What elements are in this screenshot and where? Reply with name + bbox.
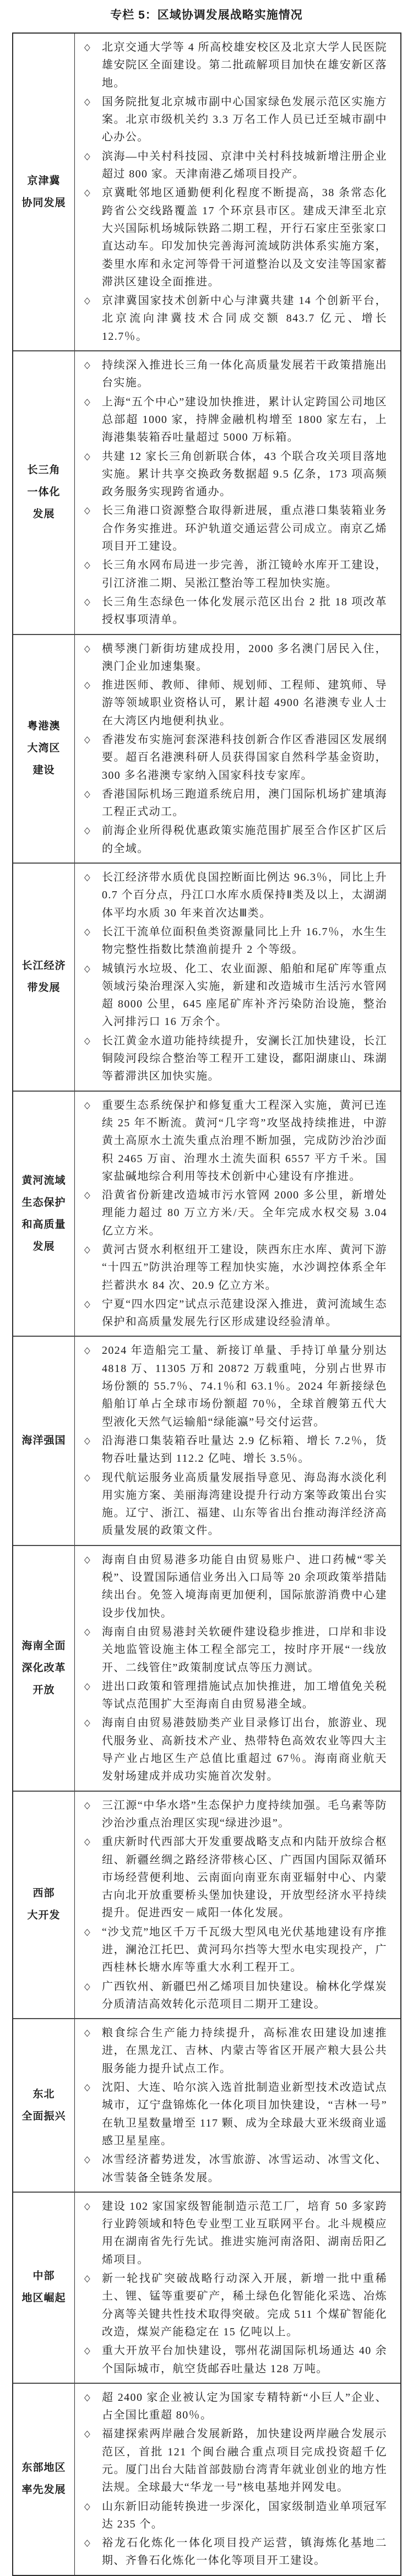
diamond-bullet-icon: ◇ [84,150,90,161]
bullet-text: 现代航运服务业高质量发展指导意见、海岛海水淡化利用实施方案、美丽海湾建设提升行动方案等政策出台实施。辽宁、浙江、福建、山东等省出台推动海洋经济高质量发展的政策文件。 [102,1471,387,1537]
section-label-line: 海南全面 [21,1640,66,1652]
bullet-text: 海南自由贸易港封关软硬件建设稳步推进，口岸和非设关地监管设施主体工程全部完工，按时序开展“一线放开、二线管住”政策制度试点等压力测试。 [102,1625,387,1674]
diamond-bullet-icon: ◇ [84,1190,90,1201]
diamond-bullet-icon: ◇ [84,788,90,799]
diamond-bullet-icon: ◇ [84,1554,90,1565]
diamond-bullet-icon: ◇ [84,1099,90,1110]
list-item [84,640,387,676]
list-item [84,785,387,821]
bullet-text: 进出口政策和管理措施试点加快推进，加工增值免关税等试点范围扩大至海南自由贸易港全域。 [102,1680,387,1711]
section-label-line: 大开发 [27,1910,61,1922]
list-item [84,2270,387,2341]
list-item [84,731,387,784]
list-item [84,822,387,858]
list-item [84,93,387,147]
diamond-bullet-icon: ◇ [84,396,90,407]
section-content [75,351,400,633]
diamond-bullet-icon: ◇ [84,1345,90,1356]
bullet-text: 新一轮找矿突破战略行动深入开展，新增一批中重稀土、锂、锰等重要矿产，稀土绿色化智能化采选、冶炼分离等关键共性技术取得突破。完成 511 个煤矿智能化改造，煤炭产能稳定在 15 亿吨以上。 [102,2273,387,2338]
bullet-text: 共建 12 家长三角创新联合体，43 个联合攻关项目落地实施。累计共享交换政务数据超 9.5 亿条，173 项高频政务服务实现跨省通办。 [102,450,387,498]
list-item [84,1978,387,2014]
section-content [75,34,400,350]
section-content [75,1546,400,1791]
bullet-text: 国务院批复北京城市副中心国家绿色发展示范区实施方案。北京市级机关约 3.3 万名工作人员已迁至城市副中心办公。 [102,95,387,144]
diamond-bullet-icon: ◇ [84,295,90,306]
bullet-text: 裕龙石化炼化一体化项目投产运营，镇海炼化基地二期、齐鲁石化炼化一体化等项目开工建设。 [102,2537,387,2567]
bullet-text: 上海“五个中心”建设加快推进，累计认定跨国公司地区总部超 1000 家，持牌金融机构增至 1800 家左右，上海港集装箱吞吐量超过 5000 万标箱。 [102,395,387,444]
list-item [84,1714,387,1785]
bullet-text: 建设 102 家国家级智能制造示范工厂，培育 50 多家跨行业跨领域和特色专业型工业互联网平台。北斗规模应用在湖南省先行先试。推进实施河南洛阳、湖南岳阳乙烯项目。 [102,2200,387,2266]
list-item [84,923,387,959]
diamond-bullet-icon: ◇ [84,42,90,52]
bullet-text: 长江黄金水道功能持续提升，安澜长江加快建设，长江铜陵河段综合整治等工程开工建设，鄱阳湖康山、珠湖等蓄滞洪区加快实施。 [102,1034,387,1083]
diamond-bullet-icon: ◇ [84,2027,90,2038]
list-item [84,2389,387,2425]
bullet-text: 持续深入推进长三角一体化高质量发展若干政策措施出台实施。 [102,359,387,389]
diamond-bullet-icon: ◇ [84,1680,90,1691]
list-item [84,393,387,447]
section-label-line: 率先发展 [21,2484,66,2496]
bullet-text: 广西钦州、新疆巴州乙烯项目加快建设。榆林化学煤炭分质清洁高效转化示范项目二期开工建设。 [102,1980,387,2010]
list-item [84,2024,387,2078]
section-label-line: 京津冀 [27,175,61,187]
list-item [84,1432,387,1468]
diamond-bullet-icon: ◇ [84,187,90,198]
bullet-text: 长三角生态绿色一体化发展示范区出台 2 批 18 项改革授权事项清单。 [102,595,387,626]
list-item [84,2425,387,2496]
bullet-text: 长江经济带水质优良国控断面比例达 96.3％，同比上升 0.7 个百分点，丹江口水库水质保持Ⅱ类及以上，太湖湖体平均水质 30 年来首次达Ⅲ类。 [102,871,387,919]
bullet-text: 京冀毗邻地区通勤便利化程度不断提高，38 条常态化跨省公交线路覆盖 17 个环京县市区。建成天津至北京大兴国际机场城际铁路二期工程，开行石家庄至张家口直达动车。印发加快完善海河流域防洪体系实施方案，娄里水库和永定河等骨干河道整治以及文安洼等国家蓄滞洪区建设全面推进。 [102,187,387,288]
table-row [13,350,400,633]
list-item [84,39,387,92]
bullet-text: 三江源“中华水塔”生态保护力度持续加强。毛乌素等防沙治沙重点治理区实现“绿进沙退”。 [102,1799,387,1829]
bullet-text: 横琴澳门新街坊建成投用，2000 多名澳门居民入住，澳门企业加速集聚。 [102,642,387,673]
bullet-text: 长三角水网布局进一步完善，浙江镜岭水库开工建设，引江济淮二期、吴淞江整治等工程加快实施。 [102,559,387,589]
list-item [84,356,387,392]
section-label-line: 粤港澳 [27,720,61,733]
section-label [13,34,75,350]
section-label [13,635,75,863]
section-label-line: 发展 [32,1240,55,1252]
bullet-text: 2024 年造船完工量、新接订单量、手持订单量分别达 4818 万、11305 万和 20872 万载重吨，分别占世界市场份额的 55.7％、74.1％和 63.1％。2024 年新接绿色船舶订单占全球市场份额超 70％，全球首艘第五代大型液化天然气运输船“绿能瀛”号交付运营。 [102,1344,387,1428]
section-label-line: 海洋强国 [21,1435,66,1447]
section-label-line: 带发展 [27,981,61,994]
diamond-bullet-icon: ◇ [84,505,90,516]
section-label [13,2019,75,2192]
list-item [84,869,387,922]
diamond-bullet-icon: ◇ [84,360,90,371]
section-label-line: 全面振兴 [21,2110,66,2122]
bullet-text: “沙戈荒”地区千万千瓦级大型风电光伏基地建设有序推进，澜沧江托巴、黄河玛尔挡等大型水电实现投产，广西桂林长塘水库等重大水利工程开工。 [102,1926,387,1974]
diamond-bullet-icon: ◇ [84,2391,90,2403]
section-label [13,2384,75,2575]
section-label-line: 黄河流域 [21,1174,66,1186]
section-content [75,1337,400,1544]
list-item [84,1833,387,1922]
section-label [13,1092,75,1336]
diamond-bullet-icon: ◇ [84,926,90,937]
bullet-text: 推进医师、教师、律师、规划师、工程师、建筑师、导游等领域职业资格认可，累计超 4900 名港澳专业人士在大湾区内地便利执业。 [102,679,387,727]
list-item [84,1295,387,1331]
list-item [84,960,387,1031]
bullet-text: 重庆新时代西部大开发重要战略支点和内陆开放综合枢纽、新疆丝绸之路经济带核心区、广西国内国际双循环市场经营便利地、云南面向南亚东南亚辐射中心、内蒙古向北开放重要桥头堡加快建设，开放型经济水平持续提升。促进西安－咸阳一体化发展。 [102,1836,387,1919]
page-title: 专栏 5：区域协调发展战略实施情况 [110,9,303,21]
list-item [84,1623,387,1677]
section-content [75,1792,400,2019]
table-row [13,1545,400,1791]
section-label-line: 和高质量 [21,1218,66,1230]
bullet-text: 北京交通大学等 4 所高校雄安校区及北京大学人民医院雄安院区全面建设。第二批疏解项目加快在雄安新区落地。 [102,41,387,89]
list-item [84,676,387,730]
diamond-bullet-icon: ◇ [84,2154,90,2165]
list-item [84,1186,387,1240]
section-label-line: 长三角 [27,464,61,476]
diamond-bullet-icon: ◇ [84,1981,90,1992]
table-row [13,1091,400,1336]
list-item [84,1551,387,1622]
bullet-text: 香港国际机场三跑道系统启用，澳门国际机场扩建填海工程正式动工。 [102,788,387,818]
table-row [13,863,400,1091]
list-item [84,502,387,555]
column-box-table [12,32,401,2576]
section-label-line: 大湾区 [27,742,61,755]
bullet-text: 沿海港口集装箱吞吐量达 2.9 亿标箱、增长 7.2％，货物吞吐量达到 112.2 亿吨、增长 3.5％。 [102,1434,387,1465]
diamond-bullet-icon: ◇ [84,1799,90,1810]
list-item [84,148,387,183]
diamond-bullet-icon: ◇ [84,451,90,462]
section-label [13,1337,75,1544]
section-label-line: 长江经济 [21,959,66,972]
bullet-text: 沿黄省份新建改造城市污水管网 2000 多公里，新增处理能力超过 80 万立方米/天。全年完成水权交易 3.04 亿立方米。 [102,1189,387,1237]
list-item [84,1469,387,1540]
diamond-bullet-icon: ◇ [84,2345,90,2356]
diamond-bullet-icon: ◇ [84,1435,90,1446]
diamond-bullet-icon: ◇ [84,596,90,607]
diamond-bullet-icon: ◇ [84,1836,90,1847]
diamond-bullet-icon: ◇ [84,2273,90,2284]
diamond-bullet-icon: ◇ [84,825,90,836]
section-label-line: 深化改革 [21,1662,66,1674]
diamond-bullet-icon: ◇ [84,1298,90,1309]
diamond-bullet-icon: ◇ [84,734,90,745]
section-label [13,1546,75,1791]
diamond-bullet-icon: ◇ [84,2537,90,2548]
bullet-text: 海南自由贸易港多功能自由贸易账户、进口药械“零关税”、设置国际通信业务出入口局等 20 余项政策举措陆续出台。免签入境海南更加便利，国际旅游消费中心建设步伐加快。 [102,1553,387,1619]
bullet-text: 超 2400 家企业被认定为国家专精特新“小巨人”企业、占全国比重超 80％。 [102,2391,387,2422]
section-label [13,864,75,1091]
diamond-bullet-icon: ◇ [84,1035,90,1046]
section-content [75,864,400,1091]
bullet-text: 重大开放平台加快建设，鄂州花湖国际机场通达 40 余个国际城市，航空货邮吞吐量达 128 万吨。 [102,2345,387,2375]
bullet-text: 滨海—中关村科技园、京津中关村科技城新增注册企业超过 800 家。天津南港乙烯项目投产。 [102,150,387,181]
bullet-text: 京津冀国家技术创新中心与津冀共建 14 个创新平台，北京流向津冀技术合同成交额 843.7 亿元、增长 12.7％。 [102,295,387,343]
list-item [84,1342,387,1430]
diamond-bullet-icon: ◇ [84,872,90,883]
list-item [84,184,387,291]
diamond-bullet-icon: ◇ [84,96,90,107]
table-row [13,2192,400,2383]
bullet-text: 长三角港口资源整合取得新进展，重点港口集装箱业务合作务实推进。环沪轨道交通运营公司成立。南京乙烯项目开工建设。 [102,505,387,553]
section-content [75,2193,400,2383]
list-item [84,1923,387,1977]
section-label-line: 发展 [32,508,55,520]
list-item [84,593,387,629]
section-label-line: 中部 [32,2270,55,2282]
section-label-line: 一体化 [27,486,61,498]
diamond-bullet-icon: ◇ [84,1244,90,1255]
list-item [84,2342,387,2378]
section-label [13,2193,75,2383]
bullet-text: 香港发布实施河套深港科技创新合作区香港园区发展纲要。超百名港澳科研人员获得国家自然科学基金资助，300 多名港澳专家纳入国家科技专家库。 [102,733,387,782]
section-content [75,635,400,863]
section-label [13,1792,75,2019]
diamond-bullet-icon: ◇ [84,1626,90,1637]
diamond-bullet-icon: ◇ [84,2501,90,2512]
bullet-text: 粮食综合生产能力持续提升，高标准农田建设加速推进，在黑龙江、吉林、内蒙古等省区开展产粮大县公共服务能力提升试点工作。 [102,2027,387,2075]
section-label-line: 东北 [32,2088,55,2100]
section-label-line: 东部地区 [21,2462,66,2474]
diamond-bullet-icon: ◇ [84,643,90,654]
bullet-text: 沈阳、大连、哈尔滨入选首批制造业新型技术改造试点城市，辽宁盘锦炼化一体化项目加快建设，“吉林一号”在轨卫星数量增至 117 颗、成为全球最大亚米级商业遥感卫星星座。 [102,2081,387,2147]
bullet-text: 长江干流单位面积鱼类资源量同比上升 16.7％，水生生物完整性指数比禁渔前提升 2 个等级。 [102,925,387,956]
diamond-bullet-icon: ◇ [84,2082,90,2093]
section-label [13,351,75,633]
table-row [13,2018,400,2192]
bullet-text: 海南自由贸易港鼓励类产业目录修订出台，旅游业、现代服务业、高新技术产业、热带特色高效农业等四大主导产业占地区生产总值比重超过 67％。海南商业航天发射场建成并成功实施首次发射。 [102,1717,387,1783]
section-label-line: 协同发展 [21,197,66,209]
section-label-line: 西部 [32,1888,55,1900]
list-item [84,2151,387,2187]
list-item [84,1241,387,1294]
list-item [84,1032,387,1086]
bullet-text: 宁夏“四水四定”试点示范建设深入推进，黄河流域生态保护和高质量发展先行区形成建设经验清单。 [102,1298,387,1328]
section-label-line: 生态保护 [21,1196,66,1208]
table-row [13,2383,400,2575]
diamond-bullet-icon: ◇ [84,1926,90,1937]
bullet-text: 城镇污水垃圾、化工、农业面源、船舶和尾矿库等重点领域污染治理深入实施，新建和改造城市生活污水管网超 8000 公里，645 座尾矿库补齐污染防治设施，整治入河排污口 16 万余个。 [102,962,387,1028]
bullet-text: 冰雪经济蓄势迸发，冰雪旅游、冰雪运动、冰雪文化、冰雪装备全链条发展。 [102,2154,387,2184]
section-content [75,2384,400,2575]
table-row [13,1336,400,1544]
bullet-text: 山东新旧动能转换进一步深化，国家级制造业单项冠军达 235 个。 [102,2500,387,2530]
bullet-text: 福建探索两岸融合发展新路，加快建设两岸融合发展示范区，首批 121 个闽台融合重点项目完成投资超千亿元。厦门出台大陆首部鼓励台湾青年就业创业的地方性法规。全球最大“华龙一号”核电基地并网发电。 [102,2428,387,2494]
list-item [84,2498,387,2534]
table-row [13,1791,400,2019]
bullet-text: 黄河古贤水利枢纽开工建设，陕西东庄水库、黄河下游“十四五”防洪治理等工程加快实施，水沙调控体系全年拦蓄洪水 84 次、20.9 亿立方米。 [102,1244,387,1292]
bullet-text: 前海企业所得税优惠政策实施范围扩展至合作区扩区后的全域。 [102,825,387,855]
section-label-line: 地区崛起 [21,2292,66,2304]
diamond-bullet-icon: ◇ [84,2428,90,2439]
list-item [84,2534,387,2570]
diamond-bullet-icon: ◇ [84,1472,90,1483]
section-label-line: 建设 [32,764,55,777]
table-row [13,634,400,863]
list-item [84,448,387,501]
list-item [84,2198,387,2269]
table-row [13,34,400,350]
list-item [84,1797,387,1832]
diamond-bullet-icon: ◇ [84,560,90,571]
diamond-bullet-icon: ◇ [84,680,90,691]
section-label-line: 开放 [32,1684,55,1696]
diamond-bullet-icon: ◇ [84,1717,90,1728]
section-content [75,2019,400,2192]
bullet-text: 重要生态系统保护和修复重大工程深入实施，黄河已连续 25 年不断流。黄河“几字弯”攻坚战持续推进，中游黄土高原水土流失重点治理不断加强，完成防沙治沙面积 2465 万亩、治理水土流失面积 6557 平方千米。国家盐碱地综合利用等技术创新中心建设有序推进。 [102,1099,387,1183]
section-content [75,1092,400,1336]
list-item [84,556,387,592]
diamond-bullet-icon: ◇ [84,2200,90,2211]
list-item [84,1097,387,1185]
list-item [84,292,387,345]
list-item [84,2079,387,2150]
list-item [84,1678,387,1713]
diamond-bullet-icon: ◇ [84,963,90,974]
